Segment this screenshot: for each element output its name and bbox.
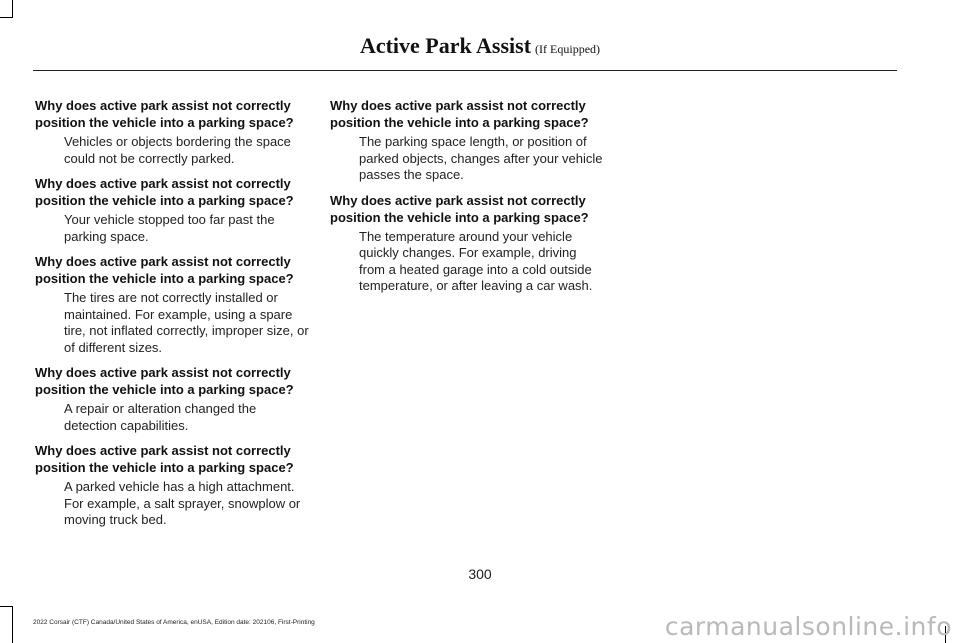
page-header (0, 33, 960, 59)
faq-question: Why does active park assist not correctly position the vehicle into a parking space? (35, 176, 294, 208)
page-title: Active Park Assist (359, 33, 532, 58)
faq-answer: A repair or alteration changed the detection capabilities. (64, 401, 257, 433)
faq-item (330, 192, 605, 295)
faq-answer: The parking space length, or position of parked objects, changes after your vehicle passes the space. (359, 134, 603, 182)
edition-footer: 2022 Corsair (CTF) Canada/United States of America, enUSA, Edition date: 202106, First-Printing (33, 619, 315, 626)
faq-question: Why does active park assist not correctly position the vehicle into a parking space? (35, 365, 294, 397)
page-number: 300 (468, 566, 492, 582)
faq-item (35, 364, 310, 434)
left-column (35, 97, 310, 537)
faq-item (35, 253, 310, 356)
faq-answer: A parked vehicle has a high attachment. For example, a salt sprayer, snowplow or moving truck bed. (64, 479, 301, 527)
faq-answer: The temperature around your vehicle quickly changes. For example, driving from a heated garage into a cold outside temperature, or after leaving a car wash. (359, 228, 593, 293)
faq-question: Why does active park assist not correctly position the vehicle into a parking space? (35, 98, 294, 130)
crop-mark-top-left-h (0, 17, 13, 18)
crop-mark-bottom-left-v (12, 606, 13, 643)
right-column (330, 97, 605, 303)
faq-item (35, 175, 310, 245)
faq-question: Why does active park assist not correctly position the vehicle into a parking space? (330, 192, 589, 225)
page-title-qualifier: (If Equipped) (535, 42, 601, 56)
crop-mark-top-left-v (12, 0, 13, 18)
faq-item (35, 97, 310, 167)
crop-mark-bottom-left-h (0, 606, 13, 607)
faq-answer: Vehicles or objects bordering the space could not be correctly parked. (64, 134, 291, 166)
faq-item (330, 97, 605, 184)
faq-question: Why does active park assist not correctly position the vehicle into a parking space? (35, 443, 294, 475)
header-divider (33, 70, 897, 71)
faq-answer: The tires are not correctly installed or maintained. For example, using a spare tire, not inflated correctly, improper size, or of different sizes. (64, 290, 309, 355)
faq-answer: Your vehicle stopped too far past the parking space. (64, 212, 275, 244)
faq-question: Why does active park assist not correctly position the vehicle into a parking space? (35, 254, 294, 286)
faq-item (35, 442, 310, 529)
site-watermark: carmanualsonline.info (664, 612, 952, 641)
faq-question: Why does active park assist not correctly position the vehicle into a parking space? (330, 98, 589, 130)
